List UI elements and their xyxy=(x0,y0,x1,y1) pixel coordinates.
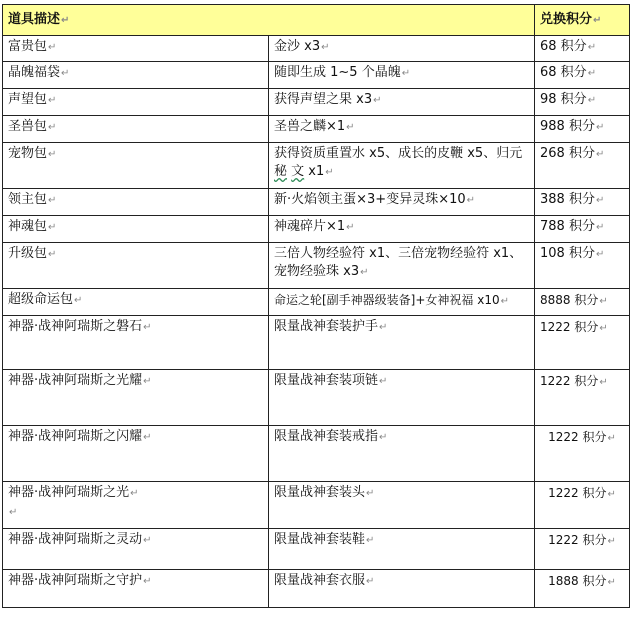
paragraph-mark-icon: ↵ xyxy=(9,507,18,518)
header-points-label: 兑换积分 xyxy=(540,11,593,27)
paragraph-mark-icon: ↵ xyxy=(593,14,602,26)
header-desc-cell xyxy=(3,5,535,36)
item-points: 1888 积分↵ xyxy=(535,570,630,608)
item-desc: 限量战神套衣服↵ xyxy=(269,570,535,608)
table-row xyxy=(3,370,630,426)
table-row xyxy=(3,36,630,62)
item-points: 68 积分↵ xyxy=(535,62,630,89)
item-desc: 新·火焰领主蛋×3+变异灵珠×10↵ xyxy=(269,189,535,216)
header-points-cell xyxy=(535,5,630,36)
item-name: 神器·战神阿瑞斯之灵动↵ xyxy=(3,529,269,570)
item-points: 1222 积分↵ xyxy=(535,370,630,426)
item-desc: 圣兽之麟×1↵ xyxy=(269,116,535,143)
item-name: 神魂包↵ xyxy=(3,216,269,243)
item-desc: 限量战神套装鞋↵ xyxy=(269,529,535,570)
item-name: 升级包↵ xyxy=(3,243,269,289)
item-desc: 神魂碎片×1↵ xyxy=(269,216,535,243)
header-desc-label: 道具描述 xyxy=(8,11,61,27)
table-row xyxy=(3,62,630,89)
item-points: 1222 积分↵ xyxy=(535,482,630,529)
item-desc: 随即生成 1~5 个晶魄↵ xyxy=(269,62,535,89)
item-name: 声望包↵ xyxy=(3,89,269,116)
item-name: 领主包↵ xyxy=(3,189,269,216)
item-desc: 获得资质重置水 x5、成长的皮鞭 x5、归元秘 文 x1↵ xyxy=(269,143,535,189)
item-points: 1222 积分↵ xyxy=(535,529,630,570)
item-points: 388 积分↵ xyxy=(535,189,630,216)
item-desc: 限量战神套装护手↵ xyxy=(269,316,535,370)
table-row xyxy=(3,529,630,570)
table-row xyxy=(3,189,630,216)
table-row xyxy=(3,482,630,529)
table-row xyxy=(3,143,630,189)
item-desc: 限量战神套装戒指↵ xyxy=(269,426,535,482)
item-desc: 命运之轮[副手神器级装备]+女神祝福 x10↵ xyxy=(269,289,535,316)
item-desc: 金沙 x3↵ xyxy=(269,36,535,62)
table-row xyxy=(3,316,630,370)
item-points: 108 积分↵ xyxy=(535,243,630,289)
item-name: 宠物包↵ xyxy=(3,143,269,189)
item-points: 68 积分↵ xyxy=(535,36,630,62)
item-points: 1222 积分↵ xyxy=(535,426,630,482)
item-points: 268 积分↵ xyxy=(535,143,630,189)
item-points: 988 积分↵ xyxy=(535,116,630,143)
item-name: 神器·战神阿瑞斯之守护↵ xyxy=(3,570,269,608)
item-points: 788 积分↵ xyxy=(535,216,630,243)
item-points: 8888 积分↵ xyxy=(535,289,630,316)
exchange-table xyxy=(2,4,630,608)
item-name: 神器·战神阿瑞斯之光↵ ↵ xyxy=(3,482,269,529)
item-name: 晶魄福袋↵ xyxy=(3,62,269,89)
table-row xyxy=(3,216,630,243)
item-desc: 限量战神套装头↵ xyxy=(269,482,535,529)
item-desc: 限量战神套装项链↵ xyxy=(269,370,535,426)
table-row xyxy=(3,570,630,608)
table-row xyxy=(3,289,630,316)
item-desc: 获得声望之果 x3↵ xyxy=(269,89,535,116)
item-name: 圣兽包↵ xyxy=(3,116,269,143)
item-desc: 三倍人物经验符 x1、三倍宠物经验符 x1、宠物经验珠 x3↵ xyxy=(269,243,535,289)
item-name: 富贵包↵ xyxy=(3,36,269,62)
item-name: 神器·战神阿瑞斯之磐石↵ xyxy=(3,316,269,370)
item-points: 98 积分↵ xyxy=(535,89,630,116)
item-name: 神器·战神阿瑞斯之光耀↵ xyxy=(3,370,269,426)
item-points: 1222 积分↵ xyxy=(535,316,630,370)
table-header-row xyxy=(3,5,630,36)
item-name: 超级命运包↵ xyxy=(3,289,269,316)
table-row xyxy=(3,426,630,482)
table-row xyxy=(3,89,630,116)
table-row xyxy=(3,116,630,143)
table-row xyxy=(3,243,630,289)
item-name: 神器·战神阿瑞斯之闪耀↵ xyxy=(3,426,269,482)
paragraph-mark-icon: ↵ xyxy=(61,14,70,26)
